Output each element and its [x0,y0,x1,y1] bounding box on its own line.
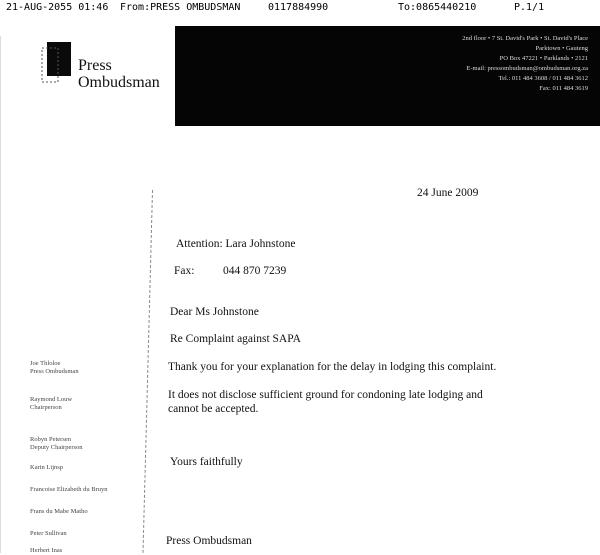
address-line: Parktown • Gauteng [535,45,588,52]
fax-label: Fax: [174,265,195,277]
email-line: E-mail: pressombudsman@ombudsman.org.za [466,65,588,72]
member-role: Chairperson [30,404,62,411]
fax-line: Fax: 011 484 3619 [539,85,588,92]
fax-from-number: 0117884990 [268,2,329,13]
member-entry [30,530,67,538]
member-entry [30,486,107,494]
logo-mark-icon [41,40,75,86]
member-name: Francoise Elizabeth du Bruyn [30,486,108,493]
member-entry [30,464,63,472]
signature: Press Ombudsman [166,535,252,547]
paragraph-1: Thank you for your explanation for the delay in lodging this complaint. [168,361,497,373]
member-name: Peter Sullivan [30,530,67,537]
fax-page: P.1/1 [514,2,545,13]
paragraph-2-line-2: cannot be accepted. [168,403,259,415]
logo-text [78,57,160,91]
fax-header [0,0,600,14]
letter-date: 24 June 2009 [417,187,479,199]
address-line: 2nd floor • 7 St. David's Park • St. David's Place [462,35,588,42]
logo-line-1: Press [78,57,112,74]
address-line: PO Box 47221 • Parklands • 2121 [499,55,588,62]
attention-line: Attention: Lara Johnstone [176,238,296,250]
address-block [462,34,588,94]
fax-from: From:PRESS OMBUDSMAN [120,2,241,13]
letterhead-band [175,26,600,126]
member-entry [30,508,88,516]
fax-to: To:0865440210 [398,2,477,13]
member-name: Frans du Mabe Matho [30,508,88,515]
member-entry [30,547,62,555]
member-entry [30,396,72,412]
member-role: Press Ombudsman [30,368,79,375]
member-name: Robyn Petersen [30,436,71,443]
closing: Yours faithfully [170,456,243,468]
fax-datetime: 21-AUG-2055 01:46 [6,2,109,13]
logo [40,40,180,90]
salutation: Dear Ms Johnstone [170,306,259,318]
member-entry [30,436,83,452]
member-name: Joe Thloloe [30,360,61,367]
member-entry [30,360,79,376]
subject-line: Re Complaint against SAPA [170,333,301,345]
logo-line-2: Ombudsman [78,74,160,91]
member-name: Karin Lijnsp [30,464,64,471]
paragraph-2-line-1: It does not disclose sufficient ground for condoning late lodging and [168,389,483,401]
member-role: Deputy Chairperson [30,444,83,451]
member-name: Herbert Inas [30,547,63,554]
member-name: Raymond Louw [30,396,73,403]
fax-number: 044 870 7239 [223,265,287,277]
telephone-line: Tel.: 011 484 3608 / 011 484 3612 [498,75,588,82]
